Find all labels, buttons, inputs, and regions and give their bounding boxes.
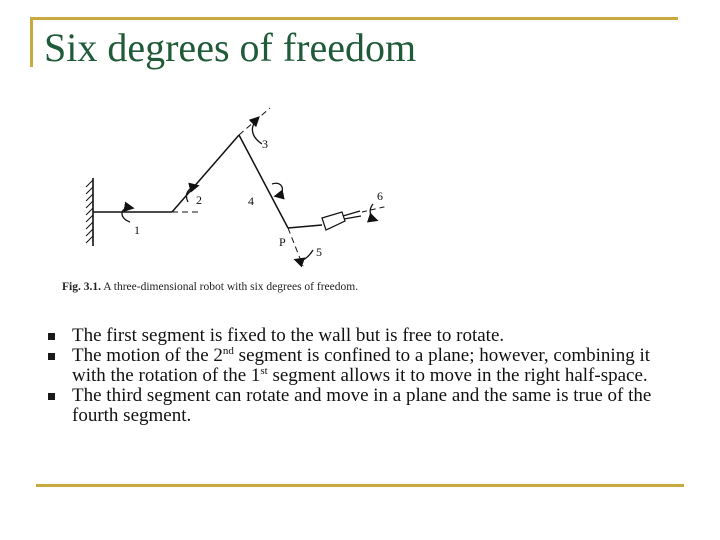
bullet-3-text: The third segment can rotate and move in a plane and the same is true of the fourth segment. <box>72 385 652 426</box>
rotation-arrow-3 <box>252 118 262 144</box>
segment-4 <box>288 225 322 228</box>
robot-figure <box>60 100 440 305</box>
rotation-arrow-6 <box>370 204 376 220</box>
point-p-label: P <box>279 235 286 249</box>
joint-4-label: 4 <box>248 194 254 208</box>
gripper-axis <box>362 206 388 212</box>
figure-caption <box>62 281 358 293</box>
frame-top-rule <box>30 17 678 20</box>
bullet-item-3 <box>48 386 688 426</box>
square-bullet-icon <box>48 353 55 360</box>
bullet-item-2 <box>48 346 688 386</box>
square-bullet-icon <box>48 393 55 400</box>
gripper <box>322 211 361 230</box>
rotation-arrow-5 <box>296 250 313 261</box>
square-bullet-icon <box>48 333 55 340</box>
bullet-item-1 <box>48 326 688 346</box>
bullet-list <box>48 326 688 426</box>
bullet-2-superscript-1: nd <box>222 345 234 357</box>
rotation-arrow-1 <box>122 208 132 222</box>
bullet-2-text-part-2: segment is confined to a plane; however, combining it with the rotation of the 1 <box>72 345 651 386</box>
rotation-arrow-4 <box>272 183 282 196</box>
segment-2 <box>172 135 239 212</box>
frame-bottom-rule <box>36 484 684 487</box>
bullet-2-text-part-3: segment allows it to move in the right half-space. <box>267 365 648 386</box>
wall-hatching <box>86 180 93 243</box>
slide-title: Six degrees of freedom <box>44 25 417 70</box>
frame-left-rule <box>30 17 33 67</box>
joint-1-label: 1 <box>134 223 140 237</box>
figure-caption-label: Fig. 3.1. <box>62 281 101 293</box>
bullet-2-text-part-1: The motion of the 2 <box>72 345 223 366</box>
joint-6-label: 6 <box>377 189 383 203</box>
bullet-2-superscript-2: st <box>260 365 268 377</box>
joint-2-label: 2 <box>196 193 202 207</box>
bullet-1-text: The first segment is fixed to the wall but is free to rotate. <box>72 325 505 346</box>
figure-caption-text: A three-dimensional robot with six degrees of freedom. <box>100 281 359 293</box>
joint-3-label: 3 <box>262 137 268 151</box>
robot-arm-diagram <box>60 100 440 305</box>
joint-5-label: 5 <box>316 245 322 259</box>
